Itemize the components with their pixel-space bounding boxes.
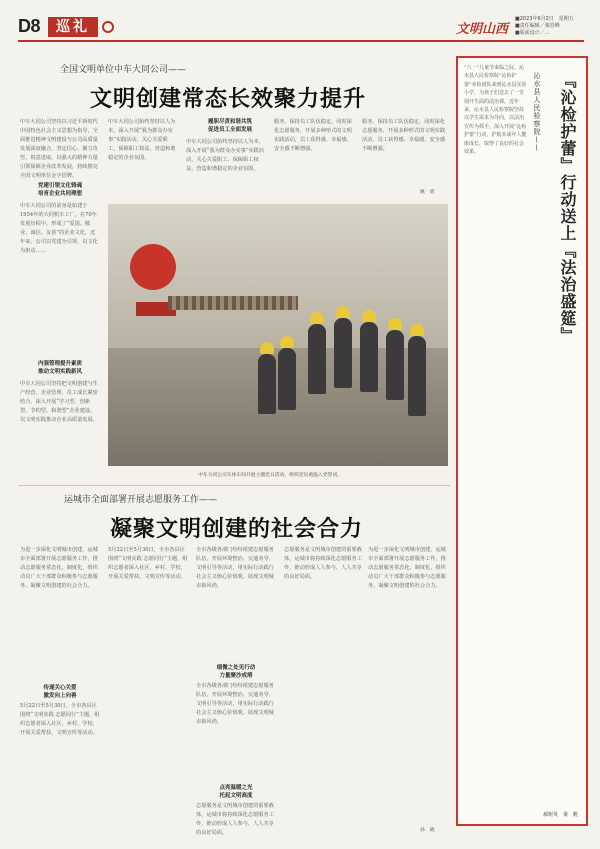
paper-logo: 文明山西 [456,22,509,37]
page-number: D8 [18,16,41,36]
worker-figure [334,318,352,388]
party-flag-icon [130,244,176,290]
article2-col1: 为进一步深化文明城市创建，运城市全面部署开展志愿服务工作，推动志愿服务常态化、制度化，组织动员广大干部群众积极参与志愿服务，凝聚文明创建的社会合力。 [20,547,98,589]
article2-col4: 全市各级各部门纷纷组建志愿服务队伍，开展环境整治、交通劝导、文明引导等活动，用实际行动践行社会主义核心价值观，展现文明城市新风尚。 [196,547,274,589]
article1-col2: 中车大同公司坚持把文明创建与生产经营、企业管理、员工成长紧密结合，深入开展“学习型、创新型、节约型、和谐型”企业建设，以文明实践推动企业高质量发展。 [20,381,98,423]
article2-headline: 凝聚文明创建的社会合力 [110,517,364,542]
article1-author: 姚 勇 [420,190,435,195]
article1-headline: 文明创建常态长效聚力提升 [90,87,367,112]
page-meta: ■2023年6月2日 星期五 ■责任编辑／梁晋峰 ■版面设计／... [515,16,574,36]
article2-col8: 为进一步深化文明城市创建，运城市全面部署开展志愿服务工作，推动志愿服务常态化、制度化，组织动员广大干部群众积极参与志愿服务，凝聚文明创建的社会合力。 [368,547,446,589]
article1-col5: 服务、保持员工队伍稳定，同时深化志愿服务，开展多种形式的文明实践活动，员工获得感、幸福感、安全感不断增强。 [362,119,446,152]
article1-subhead-3: 履职尽责和谐共筑 促进员工全面发展 [207,119,252,133]
article2-col7: 志愿服务是文明城市创建的重要载体，运城市将持续深化志愿服务工作，推动形成人人参与、人人共享的良好局面。 [284,547,362,580]
page-header [18,16,584,42]
article1-photo [108,204,448,466]
article1-subhead-2: 内强管理提升素质 推动文明实践新风 [37,361,82,375]
article1-col2b: 中车大同公司始终坚持以人为本，深入开展“我为群众办实事”实践活动，关心关爱职工，保障职工权益，营造和谐稳定的企业氛围。 [108,119,176,161]
article2-author: 孙 晓 [420,828,435,833]
sidebar-body: “六一”儿童节来临之际，沁水县人民检察院“沁检护蕾”未检团队来到沁水县实验小学，为孩子们送去了一堂别开生面的法治课。近年来，沁水县人民检察院坚持以学生需求为导向，以法治宣传为抓手，深入开展“沁检护蕾”行动，护航未成年人健康成长，取得了良好的社会效果。 [464,65,527,156]
article2-col3: 5月22日至5月30日，全市各县区围绕“文明实践 志愿同行”主题，组织志愿者深入社区、乡村、学校，开展关爱帮扶、文明宣传等活动。 [108,547,188,580]
article-divider [18,485,450,486]
article1-col4: 服务、保持员工队伍稳定，同时深化志愿服务，开展多种形式的文明实践活动，员工获得感、幸福感、安全感不断增强。 [274,119,352,152]
article2-subhead-2: 细微之处见行动 力量聚沙成塔 [216,665,256,679]
sidebar-kicker: 沁水县人民检察院—— [533,72,541,152]
article1-col3: 中车大同公司始终坚持以人为本，深入开展“我为群众办实事”实践活动，关心关爱职工，保障职工权益，营造和谐稳定的企业氛围。 [186,139,264,172]
worker-figure [278,348,296,410]
article2-col6: 志愿服务是文明城市创建的重要载体，运城市将持续深化志愿服务工作，推动形成人人参与、人人共享的良好局面。 [196,803,274,836]
worker-figure [308,324,326,394]
worker-figure [386,330,404,400]
sidebar-article [456,56,588,826]
article2-kicker: 运城市全面部署开展志愿服务工作—— [64,495,218,505]
article2-subhead-3: 点亮温暖之光 托起文明高度 [219,785,253,799]
article2-subhead-1: 传递关心关爱 激发向上向善 [43,685,77,699]
sun-icon [102,21,114,33]
article1-col1b: 中车大同公司的前身是始建于1954年的大同机车工厂，在70年发展历程中，形成了“爱国、敬业、诚信、友善”的企业文化，近年来，公司以党建为引领，以文化为驱动…… [20,203,98,254]
section-label: 巡礼 [48,17,98,37]
article2-col2: 5月22日至5月30日，全市各县区围绕“文明实践 志愿同行”主题，组织志愿者深入社区、乡村、学校，开展关爱帮扶、文明宣传等活动。 [20,703,100,736]
worker-figure [360,322,378,392]
article1-subhead-1: 党建引领文化铸魂 培育企业共同理想 [37,183,82,197]
sidebar-byline: 郝树英 秦 帆 [542,812,578,818]
worker-figure [408,336,426,416]
worker-figure [258,354,276,414]
photo-caption: 中车大同公司车体车间开展主题党日活动，组织党员重温入党誓词。 [198,473,342,478]
sidebar-title: 『沁检护蕾』行动送上『法治盛筵』 [558,72,577,344]
article1-col1: 中车大同公司坚持以习近平新时代中国特色社会主义思想为指导，全面推进精神文明建设与公司高质量发展深度融合，坚定信心、聚力攻坚，锐意进取，以强大的精神力量引领保障企业改革发展，持续擦亮全国文明单位金字招牌。 [20,119,98,179]
article1-kicker: 全国文明单位中车大同公司—— [60,65,187,75]
article2-col5: 全市各级各部门纷纷组建志愿服务队伍，开展环境整治、交通劝导、文明引导等活动，用实际行动践行社会主义核心价值观，展现文明城市新风尚。 [196,683,274,725]
